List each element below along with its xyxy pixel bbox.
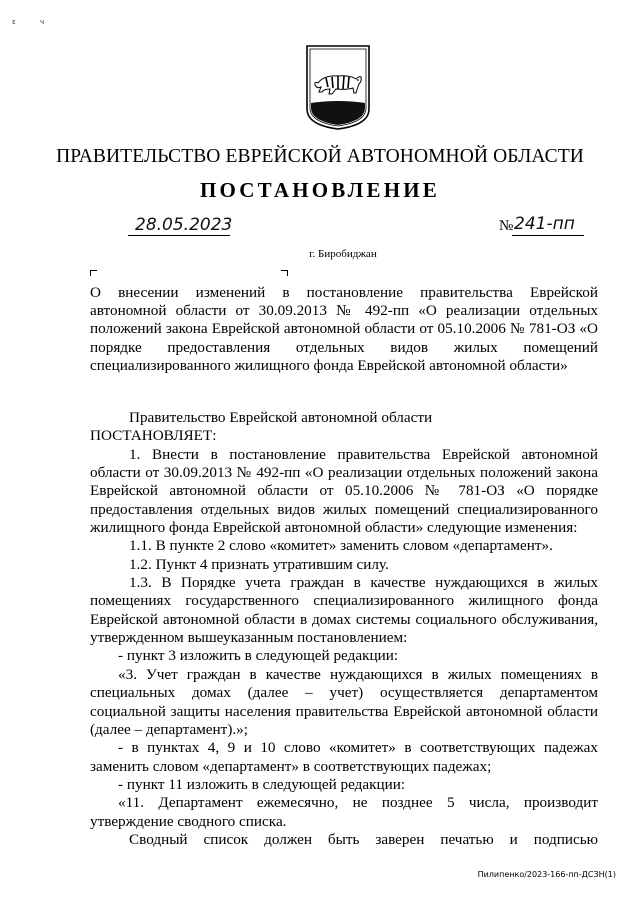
item-11-text: «11. Департамент ежемесячно, не позднее 5 числа, производит утверждение сводного списка. [90, 794, 598, 830]
document-number: 241-пп [514, 214, 575, 234]
last-line: Сводный список должен быть заверен печатью и подписью [129, 830, 598, 848]
items-4-9-10: - в пунктах 4, 9 и 10 слово «комитет» в соответствующих падежах заменить словом «департамент» в соответствующих падежах; [90, 739, 598, 775]
intro-line: Правительство Еврейской автономной области [129, 409, 433, 426]
scan-mark: ε [12, 18, 16, 26]
document-type: ПОСТАНОВЛЕНИЕ [199, 178, 441, 202]
item-3-intro: - пункт 3 изложить в следующей редакции: [118, 647, 399, 665]
corner-mark-right [281, 270, 288, 276]
date-underline [128, 235, 230, 236]
government-title: ПРАВИТЕЛЬСТВО ЕВРЕЙСКОЙ АВТОНОМНОЙ ОБЛАСТИ [56, 146, 584, 167]
city-label: г. Биробиджан [309, 248, 377, 260]
document-date: 28.05.2023 [135, 215, 233, 235]
item-3-text: «3. Учет граждан в качестве нуждающихся в жилых помещениях в специальных домах (далее – учет) осуществляется департаментом социальной защиты населения правительства Еврейской автономной области (далее – департамент).»; [90, 665, 598, 738]
coat-of-arms-icon [304, 43, 372, 131]
corner-mark-left [90, 270, 97, 276]
number-label: № [499, 218, 514, 234]
document-body [90, 409, 598, 849]
resolves-line: ПОСТАНОВЛЯЕТ: [90, 427, 217, 445]
number-underline [512, 235, 584, 236]
paragraph-1-1: 1.1. В пункте 2 слово «комитет» заменить словом «департамент». [129, 537, 553, 555]
paragraph-1-2: 1.2. Пункт 4 признать утратившим силу. [129, 555, 389, 573]
scan-mark: ч [40, 18, 45, 26]
item-11-intro: - пункт 11 изложить в следующей редакции: [118, 775, 406, 793]
document-subject: О внесении изменений в постановление правительства Еврейской автономной области от 30.09.2013 № 492-пп «О реализации отдельных положений закона Еврейской автономной области от 05.10.2006 № 781-ОЗ «О порядке предоставления отдельных видов жилых помещений специализированного жилищного фонда Еврейской автономной области» [90, 284, 598, 374]
paragraph-1-3: 1.3. В Порядке учета граждан в качестве нуждающихся в жилых помещениях государственного специализированного жилищного фонда Еврейской автономной области в домах системы социального обслуживания, утвержденном вышеуказанным постановлением: [90, 574, 598, 647]
document-footer: Пилипенко/2023-166-пп-ДСЗН(1) [477, 870, 616, 879]
paragraph-1: 1. Внести в постановление правительства Еврейской автономной области от 30.09.2013 № 492-пп «О реализации отдельных положений закона Еврейской автономной области от 05.10.2006 № 781-ОЗ «О порядке предоставления отдельных видов жилых помещений специализированного жилищного фонда Еврейской автономной области» следующие изменения: [90, 445, 598, 537]
